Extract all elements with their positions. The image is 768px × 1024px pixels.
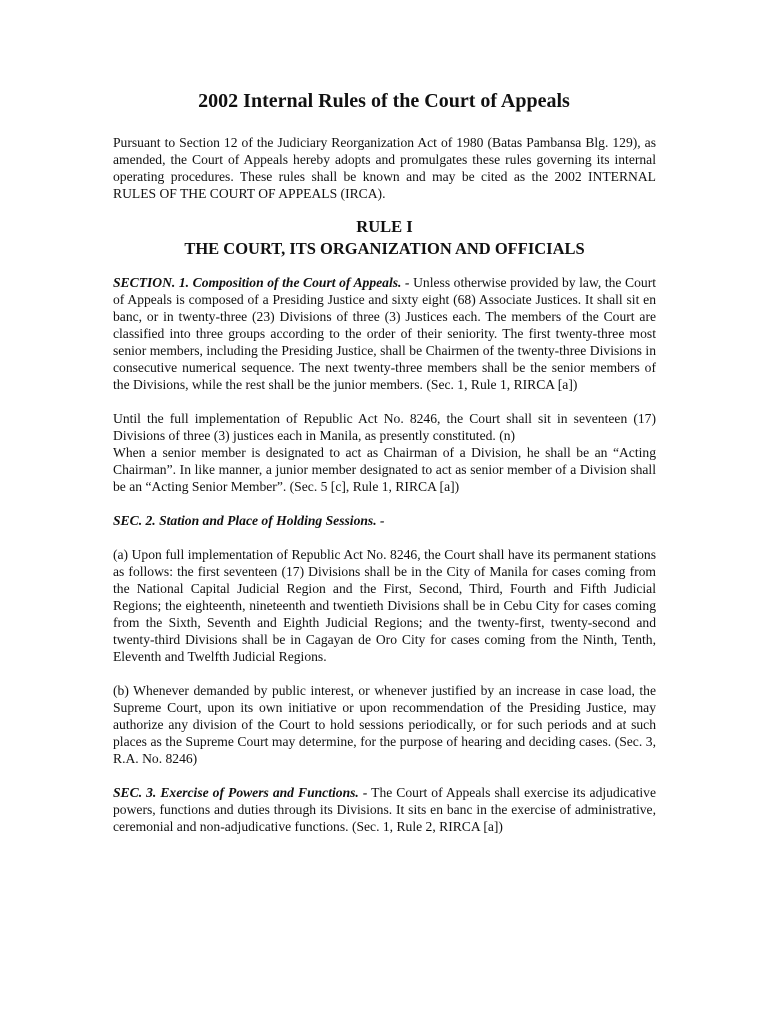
section-2-paragraph-a: (a) Upon full implementation of Republic Act No. 8246, the Court shall have its permanent stations as follows: the first seventeen (17) Divisions shall be in the City of Manila for cases coming from the National Capital Judicial Region and the First, Second, Third, Fourth and Fifth Judicial Regions; the eighteenth, nineteenth and twentieth Divisions shall be in Cebu City for cases coming from the Sixth, Seventh and Eighth Judicial Regions; and the twenty-first, twenty-second and twenty-third Divisions shall be in Cagayan de Oro City for cases coming from the Ninth, Tenth, Eleventh and Twelfth Judicial Regions. — [113, 547, 656, 664]
section-2-paragraph-b: (b) Whenever demanded by public interest, or whenever justified by an increase in case load, the Supreme Court, upon its own initiative or upon recommendation of the Presiding Justice, may authorize any division of the Court to hold sessions periodically, or for such periods and at such places as the Supreme Court may determine, for the purpose of hearing and deciding cases. (Sec. 3, R.A. No. 8246) — [113, 683, 656, 766]
intro-paragraph: Pursuant to Section 12 of the Judiciary Reorganization Act of 1980 (Batas Pambansa Blg. 129), as amended, the Court of Appeals hereby adopts and promulgates these rules governing its internal operating procedures. These rules shall be known and may be cited as the 2002 INTERNAL RULES OF THE COURT OF APPEALS (IRCA). — [113, 135, 656, 201]
document-body — [113, 134, 656, 835]
section-1-text: Unless otherwise provided by law, the Court of Appeals is composed of a Presiding Justice and sixty eight (68) Associate Justices. It shall sit en banc, or in twenty-three (23) Divisions of three (3) Justices each. The members of the Court are classified into three groups according to the order of their seniority. The first twenty-three most senior members, including the Presiding Justice, shall be Chairmen of the twenty-three Divisions in consecutive numerical sequence. The next twenty-three members shall be the senior members of the Divisions, while the rest shall be the junior members. (Sec. 1, Rule 1, RIRCA [a]) — [113, 275, 656, 392]
rule-heading — [113, 216, 656, 260]
document-title: 2002 Internal Rules of the Court of Appeals — [198, 90, 570, 112]
section-1-paragraph-3: When a senior member is designated to act as Chairman of a Division, he shall be an “Acting Chairman”. In like manner, a junior member designated to act as senior member of a Division shall be an “Acting Senior Member”. (Sec. 5 [c], Rule 1, RIRCA [a]) — [113, 445, 656, 494]
section-3-title: SEC. 3. Exercise of Powers and Functions. - — [113, 785, 368, 800]
section-1-paragraph-1 — [113, 274, 656, 393]
section-2-heading — [113, 512, 656, 529]
section-3-paragraph — [113, 784, 656, 835]
rule-title: THE COURT, ITS ORGANIZATION AND OFFICIALS — [184, 239, 585, 258]
rule-number: RULE I — [356, 217, 413, 236]
section-1-paragraph-2: Until the full implementation of Republic Act No. 8246, the Court shall sit in seventeen (17) Divisions of three (3) justices each in Manila, as presently constituted. (n) — [113, 411, 656, 443]
section-1-title: SECTION. 1. Composition of the Court of Appeals. - — [113, 275, 410, 290]
section-2-title: SEC. 2. Station and Place of Holding Sessions. - — [113, 513, 385, 528]
section-3-text: The Court of Appeals shall exercise its adjudicative powers, functions and duties through its Divisions. It sits en banc in the exercise of administrative, ceremonial and non-adjudicative functions. (Sec. 1, Rule 2, RIRCA [a]) — [113, 785, 656, 834]
